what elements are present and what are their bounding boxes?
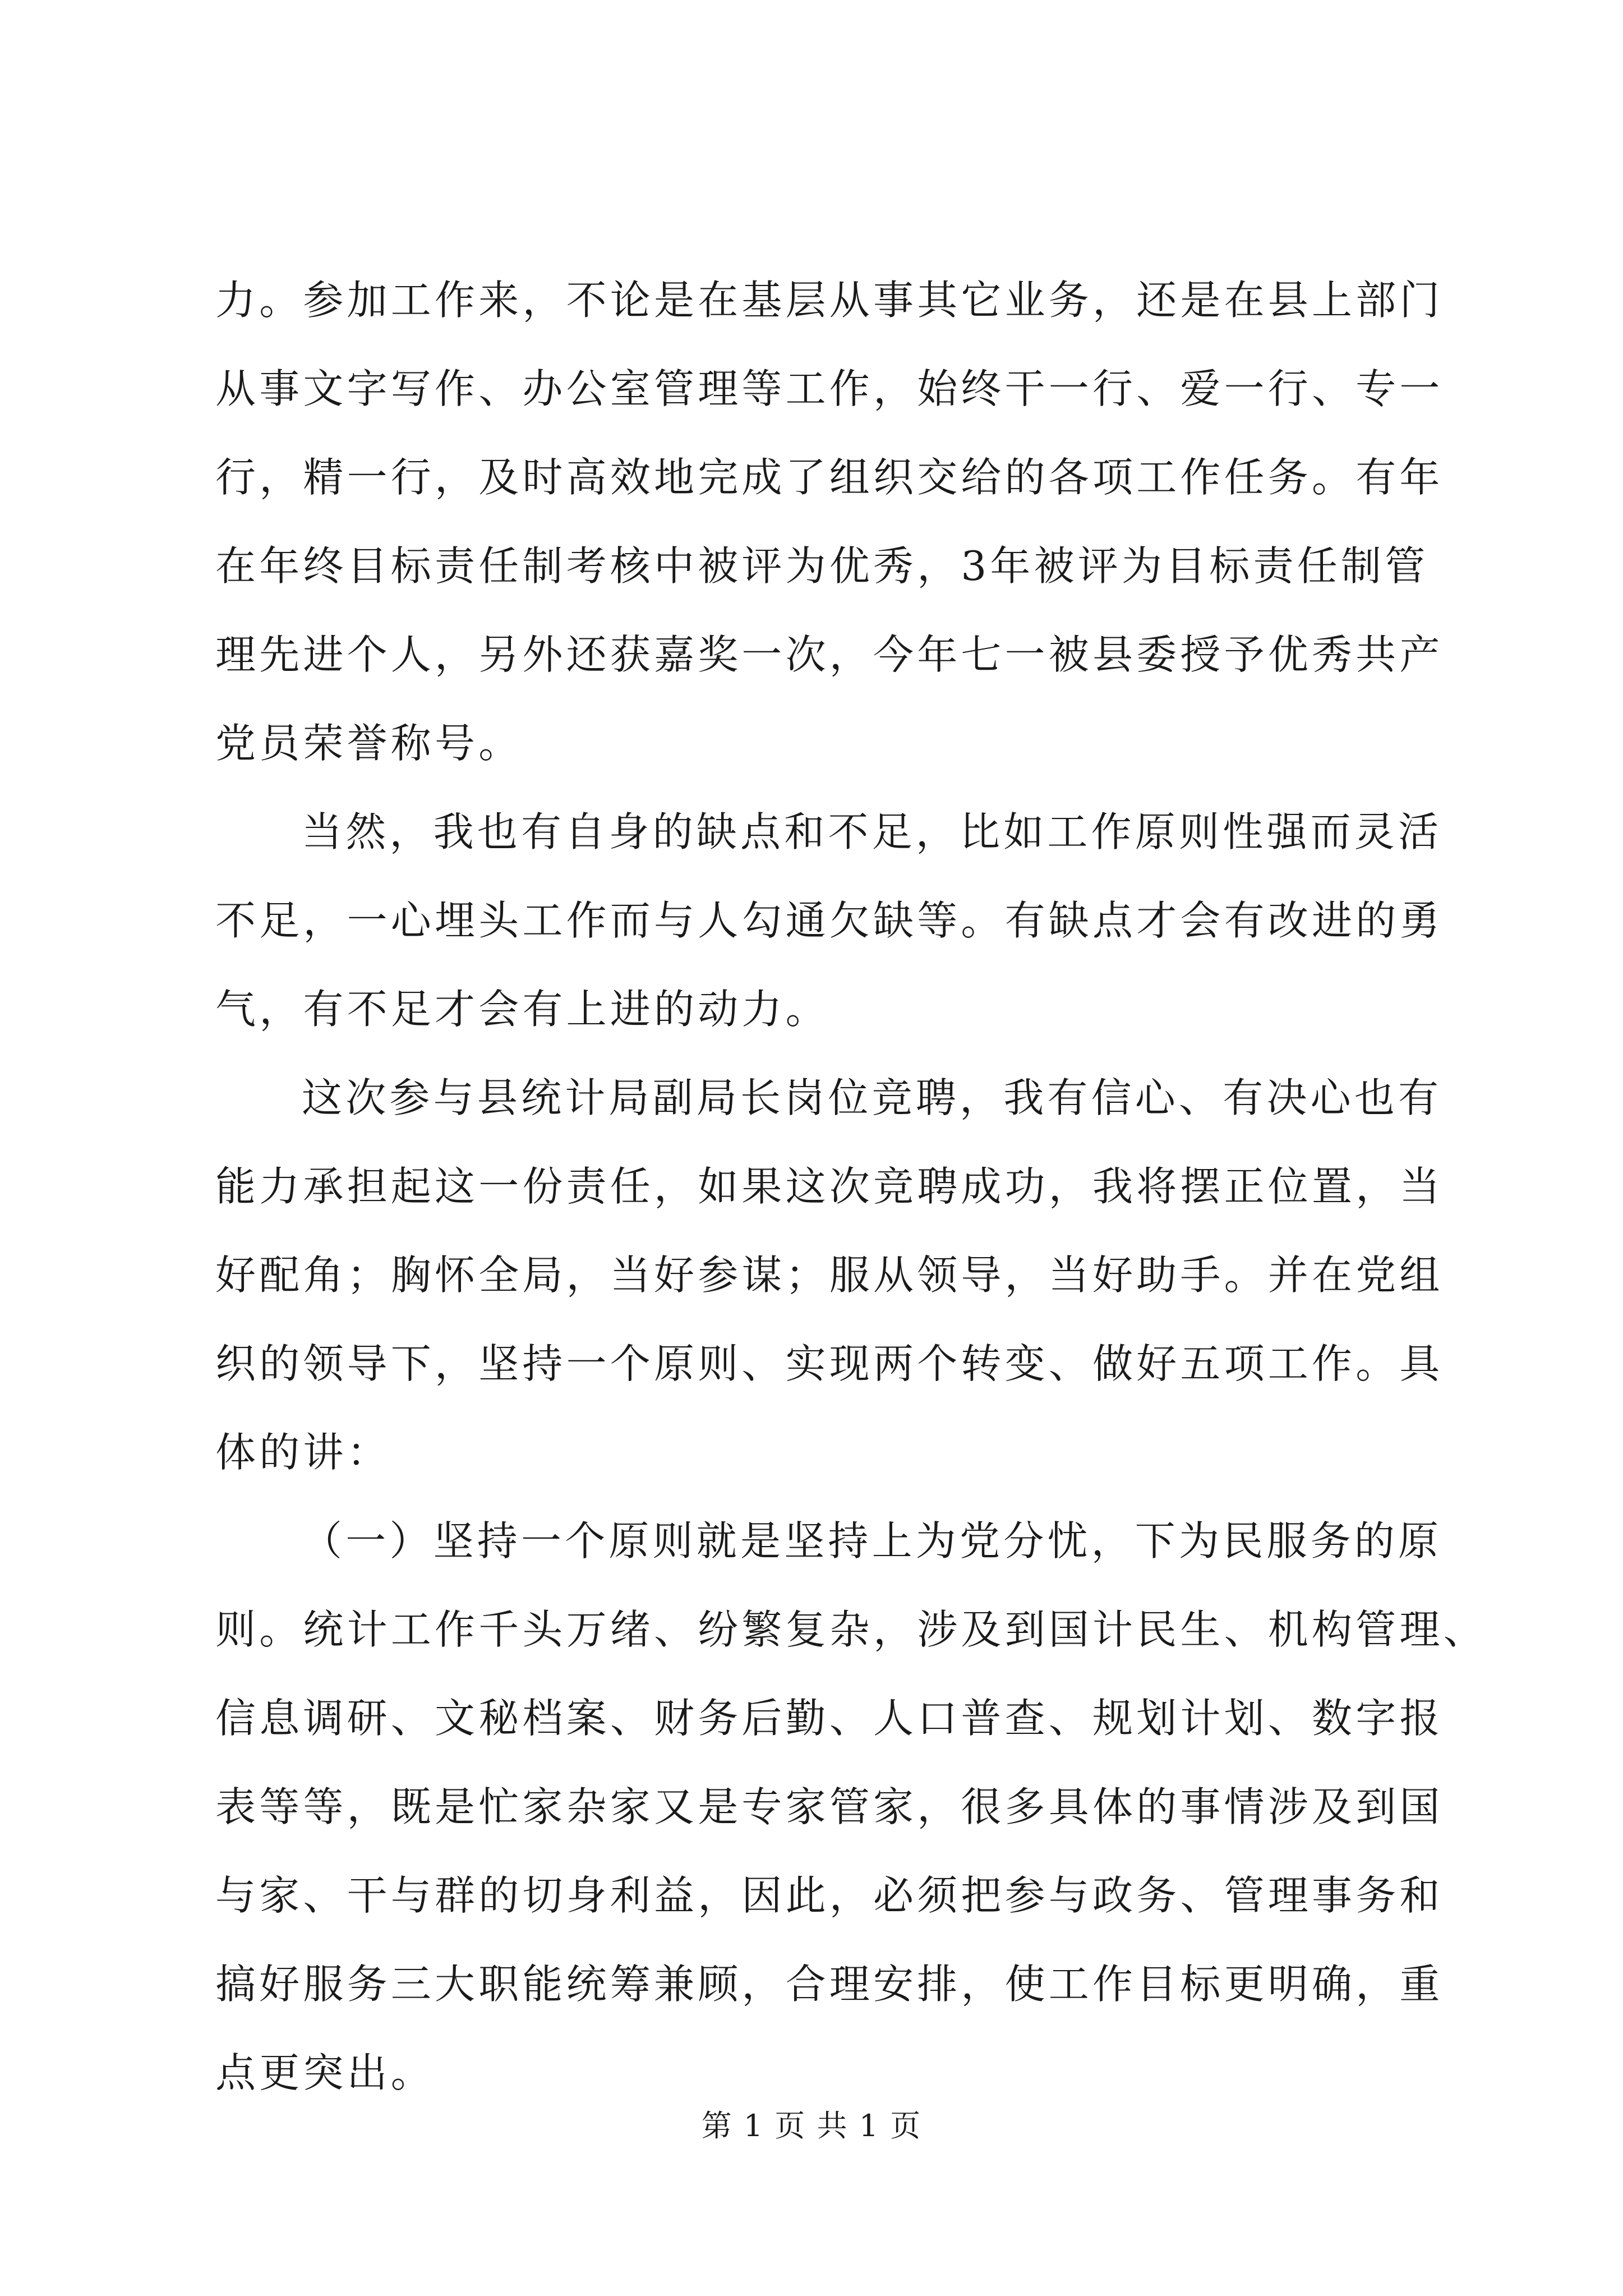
text-line: 搞好服务三大职能统筹兼顾，合理安排，使工作目标更明确，重 (215, 1961, 1444, 2008)
text-line: 信息调研、文秘档案、财务后勤、人口普查、规划计划、数字报 (215, 1695, 1444, 1742)
text-line: 从事文字写作、办公室管理等工作，始终干一行、爱一行、专一 (215, 365, 1444, 412)
text-line: 表等等，既是忙家杂家又是专家管家，很多具体的事情涉及到国 (215, 1783, 1444, 1830)
text-line: 不足，一心埋头工作而与人勾通欠缺等。有缺点才会有改进的勇 (215, 897, 1444, 944)
text-line: 则。统计工作千头万绪、纷繁复杂，涉及到国计民生、机构管理、 (215, 1606, 1487, 1653)
paragraph-start-line: （一）坚持一个原则就是坚持上为党分忧，下为民服务的原 (302, 1517, 1442, 1565)
paragraph-start-line: 这次参与县统计局副局长岗位竞聘，我有信心、有决心也有 (302, 1074, 1442, 1121)
text-line: 体的讲： (215, 1429, 391, 1476)
text-line: 点更突出。 (215, 2049, 435, 2096)
text-line: 好配角；胸怀全局，当好参谋；服从领导，当好助手。并在党组 (215, 1251, 1444, 1299)
text-line: 与家、干与群的切身利益，因此，必须把参与政务、管理事务和 (215, 1872, 1444, 1919)
document-body (215, 256, 1487, 2117)
text-line: 气，有不足才会有上进的动力。 (215, 986, 829, 1033)
paragraph-start-line: 当然，我也有自身的缺点和不足，比如工作原则性强而灵活 (302, 808, 1442, 855)
text-line: 能力承担起这一份责任，如果这次竞聘成功，我将摆正位置，当 (215, 1163, 1444, 1210)
text-line: 党员荣誉称号。 (215, 720, 523, 767)
text-line: 行，精一行，及时高效地完成了组织交给的各项工作任务。有年 (215, 454, 1444, 501)
text-line: 在年终目标责任制考核中被评为优秀，3年被评为目标责任制管 (215, 542, 1429, 590)
text-line: 力。参加工作来，不论是在基层从事其它业务，还是在县上部门 (215, 277, 1444, 324)
text-line: 理先进个人，另外还获嘉奖一次，今年七一被县委授予优秀共产 (215, 631, 1444, 678)
text-line: 织的领导下，坚持一个原则、实现两个转变、做好五项工作。具 (215, 1340, 1444, 1387)
page-footer: 第 1 页 共 1 页 (701, 2108, 922, 2143)
